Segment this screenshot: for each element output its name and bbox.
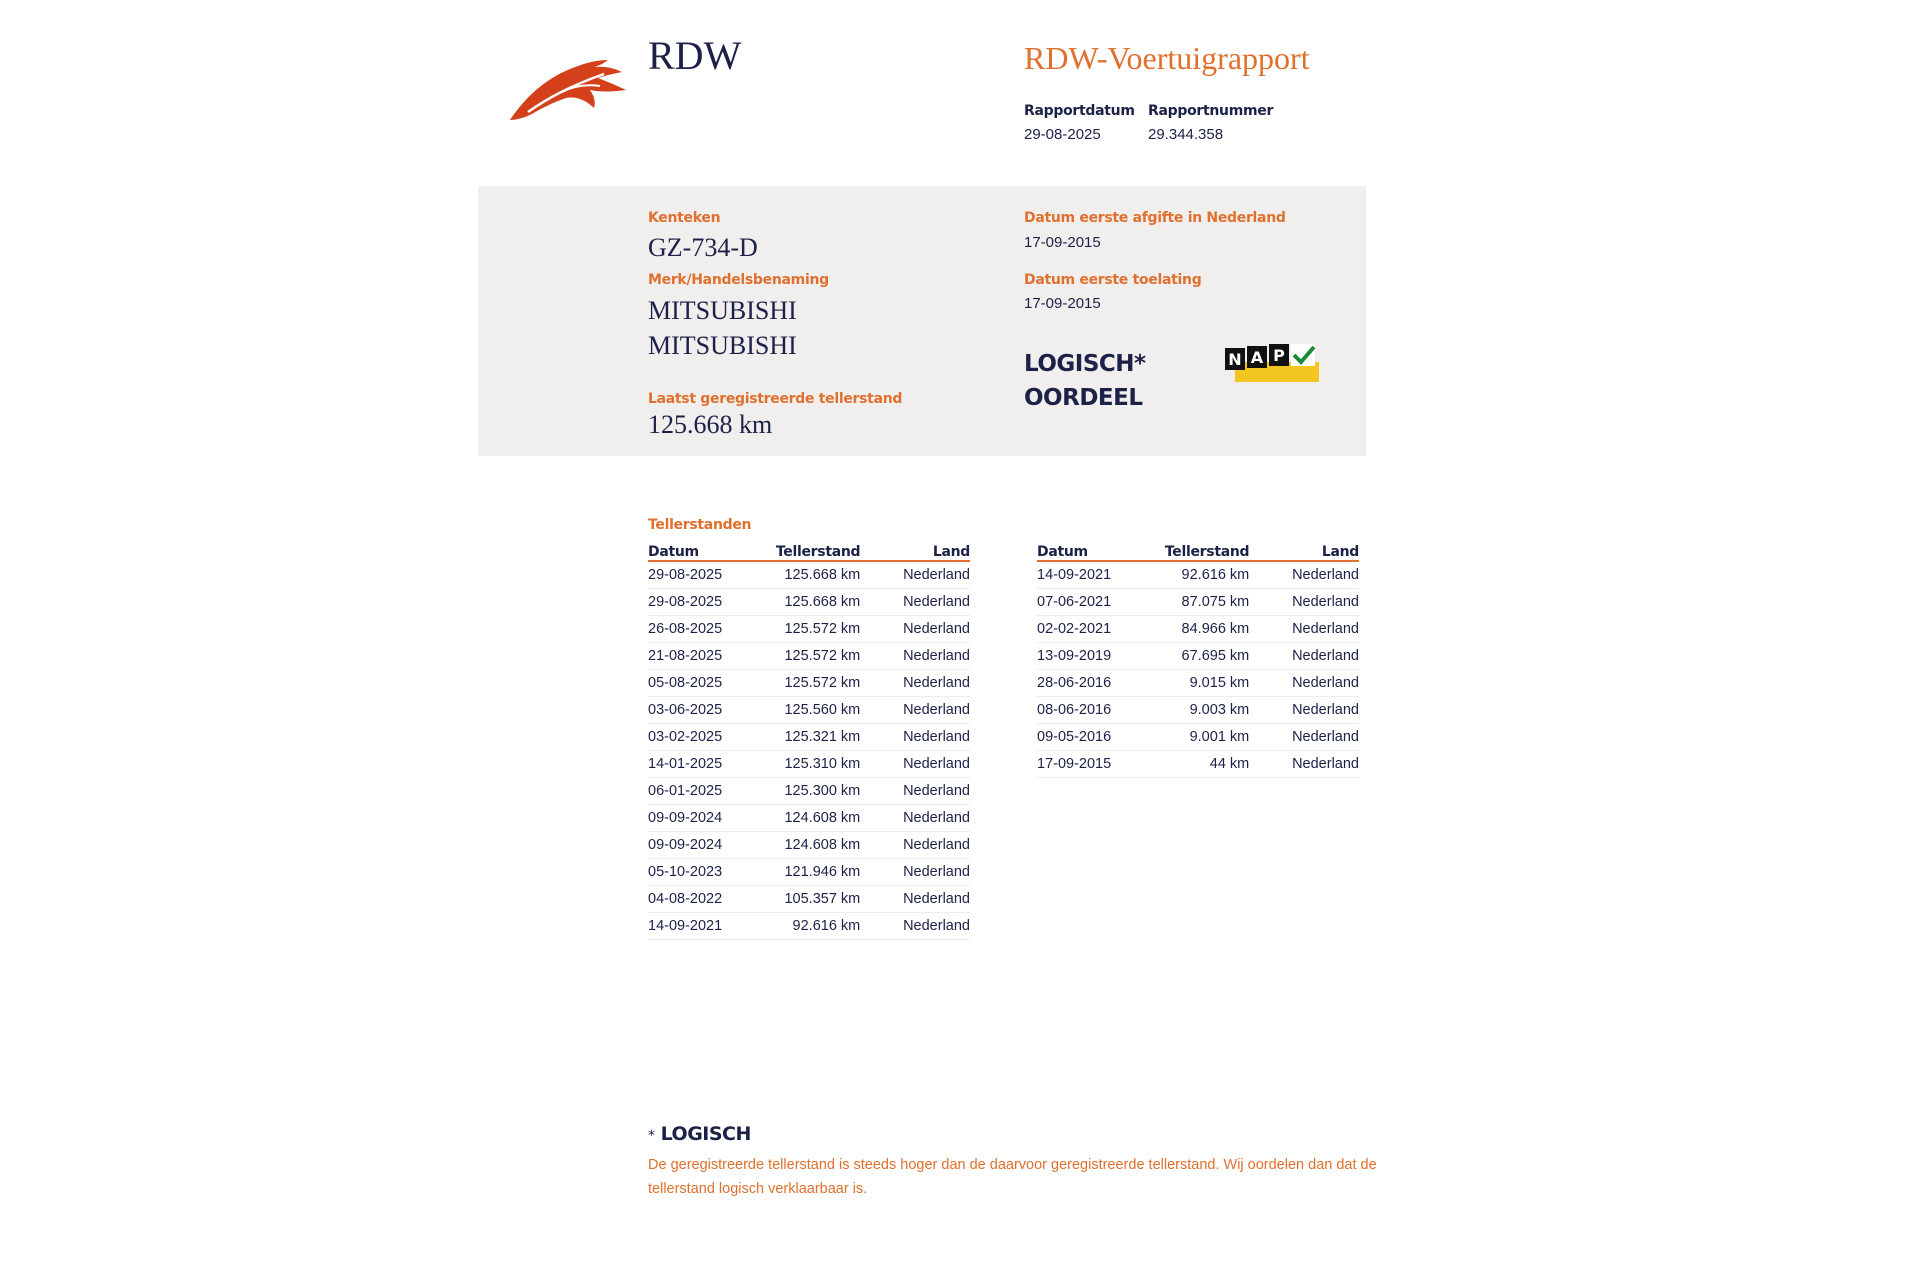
- oordeel-label: OORDEEL: [1024, 385, 1143, 411]
- cell-land: Nederland: [860, 670, 970, 697]
- column-header-tellerstand: Tellerstand: [1165, 538, 1249, 561]
- cell-datum: 05-08-2025: [648, 670, 776, 697]
- afgifte-label: Datum eerste afgifte in Nederland: [1024, 210, 1286, 226]
- nap-letter-n: N: [1228, 350, 1242, 369]
- oordeel-status: LOGISCH*: [1024, 351, 1146, 377]
- table-row: [1037, 724, 1359, 751]
- cell-land: Nederland: [860, 724, 970, 751]
- table-row: [648, 697, 970, 724]
- cell-tellerstand: 92.616 km: [776, 913, 860, 940]
- kenteken-value: GZ-734-D: [648, 233, 758, 262]
- cell-datum: 14-01-2025: [648, 751, 776, 778]
- report-number: 29.344.358: [1148, 126, 1224, 143]
- cell-tellerstand: 84.966 km: [1165, 616, 1249, 643]
- handelsbenaming-value: MITSUBISHI: [648, 331, 797, 360]
- tellerstand-label: Laatst geregistreerde tellerstand: [648, 391, 903, 407]
- cell-land: Nederland: [1249, 561, 1359, 589]
- cell-tellerstand: 125.668 km: [776, 561, 860, 589]
- cell-datum: 04-08-2022: [648, 886, 776, 913]
- merk-value: MITSUBISHI: [648, 296, 797, 325]
- nap-letter-p: P: [1273, 346, 1285, 365]
- table-row: [648, 561, 970, 589]
- cell-tellerstand: 125.560 km: [776, 697, 860, 724]
- cell-land: Nederland: [1249, 643, 1359, 670]
- table-row: [1037, 589, 1359, 616]
- table-row: [1037, 643, 1359, 670]
- cell-datum: 21-08-2025: [648, 643, 776, 670]
- cell-land: Nederland: [1249, 751, 1359, 778]
- kenteken-label: Kenteken: [648, 210, 721, 226]
- toelating-label: Datum eerste toelating: [1024, 272, 1202, 288]
- report-title: RDW-Voertuigrapport: [1024, 40, 1310, 76]
- table-header-row: [1037, 538, 1359, 561]
- cell-land: Nederland: [860, 778, 970, 805]
- cell-tellerstand: 125.300 km: [776, 778, 860, 805]
- column-header-datum: Datum: [648, 538, 776, 561]
- table-row: [648, 670, 970, 697]
- cell-land: Nederland: [1249, 697, 1359, 724]
- table-body: [1037, 561, 1359, 778]
- table-row: [648, 832, 970, 859]
- cell-datum: 14-09-2021: [648, 913, 776, 940]
- cell-tellerstand: 125.321 km: [776, 724, 860, 751]
- table-row: [1037, 616, 1359, 643]
- afgifte-value: 17-09-2015: [1024, 234, 1101, 251]
- table-row: [1037, 697, 1359, 724]
- cell-datum: 06-01-2025: [648, 778, 776, 805]
- cell-tellerstand: 87.075 km: [1165, 589, 1249, 616]
- cell-tellerstand: 124.608 km: [776, 832, 860, 859]
- table-row: [648, 616, 970, 643]
- cell-land: Nederland: [860, 643, 970, 670]
- cell-tellerstand: 9.003 km: [1165, 697, 1249, 724]
- cell-tellerstand: 125.572 km: [776, 643, 860, 670]
- cell-datum: 08-06-2016: [1037, 697, 1165, 724]
- cell-datum: 29-08-2025: [648, 589, 776, 616]
- table-row: [648, 913, 970, 940]
- cell-datum: 09-05-2016: [1037, 724, 1165, 751]
- table-row: [648, 589, 970, 616]
- table-row: [648, 805, 970, 832]
- table-row: [1037, 561, 1359, 589]
- table-body: [648, 561, 970, 940]
- cell-tellerstand: 92.616 km: [1165, 561, 1249, 589]
- footnote-text: De geregistreerde tellerstand is steeds hoger dan de daarvoor geregistreerde tellerstand. Wij oordelen dan dat de tellerstand logisch verklaarbaar is.: [648, 1157, 1377, 1197]
- report-date: 29-08-2025: [1024, 126, 1101, 143]
- column-header-tellerstand: Tellerstand: [776, 538, 860, 561]
- cell-tellerstand: 105.357 km: [776, 886, 860, 913]
- cell-datum: 03-02-2025: [648, 724, 776, 751]
- merk-label: Merk/Handelsbenaming: [648, 272, 829, 288]
- rdw-logo-icon: [508, 56, 630, 122]
- tellerstanden-table-left: [648, 538, 970, 940]
- cell-land: Nederland: [860, 616, 970, 643]
- cell-land: Nederland: [1249, 589, 1359, 616]
- cell-land: Nederland: [860, 859, 970, 886]
- cell-tellerstand: 125.572 km: [776, 670, 860, 697]
- cell-land: Nederland: [860, 697, 970, 724]
- cell-datum: 29-08-2025: [648, 561, 776, 589]
- table-row: [648, 643, 970, 670]
- cell-tellerstand: 121.946 km: [776, 859, 860, 886]
- nap-letter-a: A: [1250, 348, 1264, 367]
- cell-land: Nederland: [1249, 670, 1359, 697]
- table-row: [648, 886, 970, 913]
- report-date-label: Rapportdatum: [1024, 103, 1135, 119]
- cell-datum: 09-09-2024: [648, 832, 776, 859]
- cell-tellerstand: 125.572 km: [776, 616, 860, 643]
- tellerstanden-table-right: [1037, 538, 1359, 778]
- cell-land: Nederland: [860, 589, 970, 616]
- cell-tellerstand: 125.310 km: [776, 751, 860, 778]
- column-header-land: Land: [860, 538, 970, 561]
- table-row: [648, 751, 970, 778]
- footnote-title: [648, 1123, 751, 1145]
- cell-tellerstand: 9.001 km: [1165, 724, 1249, 751]
- cell-land: Nederland: [1249, 724, 1359, 751]
- table-header-row: [648, 538, 970, 561]
- cell-datum: 09-09-2024: [648, 805, 776, 832]
- cell-tellerstand: 9.015 km: [1165, 670, 1249, 697]
- cell-land: Nederland: [860, 886, 970, 913]
- cell-datum: 14-09-2021: [1037, 561, 1165, 589]
- cell-tellerstand: 125.668 km: [776, 589, 860, 616]
- cell-land: Nederland: [860, 805, 970, 832]
- table-row: [648, 724, 970, 751]
- cell-datum: 02-02-2021: [1037, 616, 1165, 643]
- table-row: [1037, 751, 1359, 778]
- vehicle-info-panel: [478, 186, 1366, 456]
- table-row: [648, 778, 970, 805]
- cell-land: Nederland: [1249, 616, 1359, 643]
- cell-datum: 17-09-2015: [1037, 751, 1165, 778]
- cell-datum: 28-06-2016: [1037, 670, 1165, 697]
- cell-datum: 07-06-2021: [1037, 589, 1165, 616]
- footnote-title-text: LOGISCH: [660, 1123, 751, 1145]
- cell-datum: 26-08-2025: [648, 616, 776, 643]
- footnote-asterisk: *: [648, 1128, 655, 1144]
- cell-datum: 13-09-2019: [1037, 643, 1165, 670]
- cell-land: Nederland: [860, 561, 970, 589]
- cell-tellerstand: 44 km: [1165, 751, 1249, 778]
- table-row: [1037, 670, 1359, 697]
- toelating-value: 17-09-2015: [1024, 295, 1101, 312]
- column-header-land: Land: [1249, 538, 1359, 561]
- brand-name: RDW: [648, 33, 742, 78]
- tellerstand-value: 125.668 km: [648, 410, 773, 439]
- cell-datum: 03-06-2025: [648, 697, 776, 724]
- tellerstanden-heading: Tellerstanden: [648, 517, 752, 533]
- report-number-label: Rapportnummer: [1148, 103, 1274, 119]
- cell-land: Nederland: [860, 913, 970, 940]
- cell-land: Nederland: [860, 832, 970, 859]
- table-row: [648, 859, 970, 886]
- cell-datum: 05-10-2023: [648, 859, 776, 886]
- cell-land: Nederland: [860, 751, 970, 778]
- cell-tellerstand: 124.608 km: [776, 805, 860, 832]
- nap-logo-icon: [1225, 344, 1319, 384]
- cell-tellerstand: 67.695 km: [1165, 643, 1249, 670]
- column-header-datum: Datum: [1037, 538, 1165, 561]
